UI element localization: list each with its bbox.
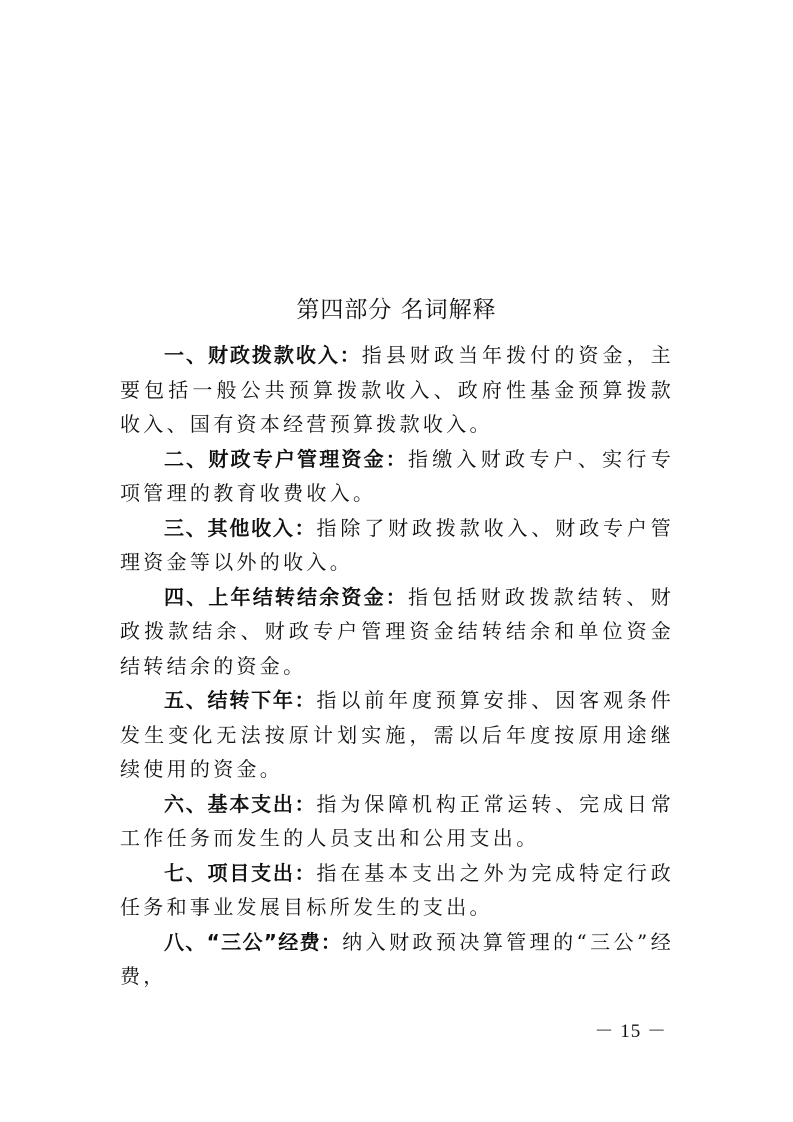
- glossary-definition: 纳入财政预决算管理的“三公”经费，: [120, 929, 674, 988]
- glossary-entry-6: [120, 787, 674, 856]
- glossary-body: [120, 338, 674, 994]
- glossary-definition: 指为保障机构正常运转、完成日常工作任务而发生的人员支出和公用支出。: [120, 791, 674, 850]
- glossary-term: 六、基本支出：: [164, 791, 317, 816]
- glossary-entry-5: [120, 683, 674, 787]
- glossary-term: 一、财政拨款收入：: [164, 343, 362, 367]
- glossary-entry-2: [120, 442, 674, 511]
- glossary-term: 五、结转下年：: [164, 688, 317, 712]
- glossary-term: 四、上年结转结余资金：: [164, 584, 408, 609]
- glossary-term: 三、其他收入：: [164, 515, 317, 540]
- page-number: － 15 －: [594, 1021, 667, 1042]
- glossary-entry-3: [120, 511, 674, 580]
- glossary-definition: 指缴入财政专户、实行专项管理的教育收费收入。: [120, 446, 674, 505]
- glossary-term: 七、项目支出：: [164, 860, 317, 885]
- glossary-definition: 指在基本支出之外为完成特定行政任务和事业发展目标所发生的支出。: [120, 860, 674, 919]
- glossary-definition: 指以前年度预算安排、因客观条件发生变化无法按原计划实施，需以后年度按原用途继续使用的资金。: [120, 688, 674, 781]
- glossary-entry-4: [120, 580, 674, 684]
- glossary-term: 二、财政专户管理资金：: [164, 446, 408, 471]
- section-title: 第四部分 名词解释: [296, 297, 497, 323]
- glossary-definition: 指包括财政拨款结转、财政拨款结余、财政专户管理资金结转结余和单位资金结转结余的资金。: [120, 584, 674, 678]
- glossary-term: 八、“三公”经费：: [164, 929, 343, 954]
- glossary-definition: 指除了财政拨款收入、财政专户管理资金等以外的收入。: [120, 515, 674, 574]
- glossary-definition: 指县财政当年拨付的资金，主要包括一般公共预算拨款收入、政府性基金预算拨款收入、国有资本经营预算拨款收入。: [120, 343, 674, 436]
- glossary-entry-7: [120, 856, 674, 925]
- glossary-entry-1: [120, 338, 674, 442]
- glossary-entry-8: [120, 925, 674, 994]
